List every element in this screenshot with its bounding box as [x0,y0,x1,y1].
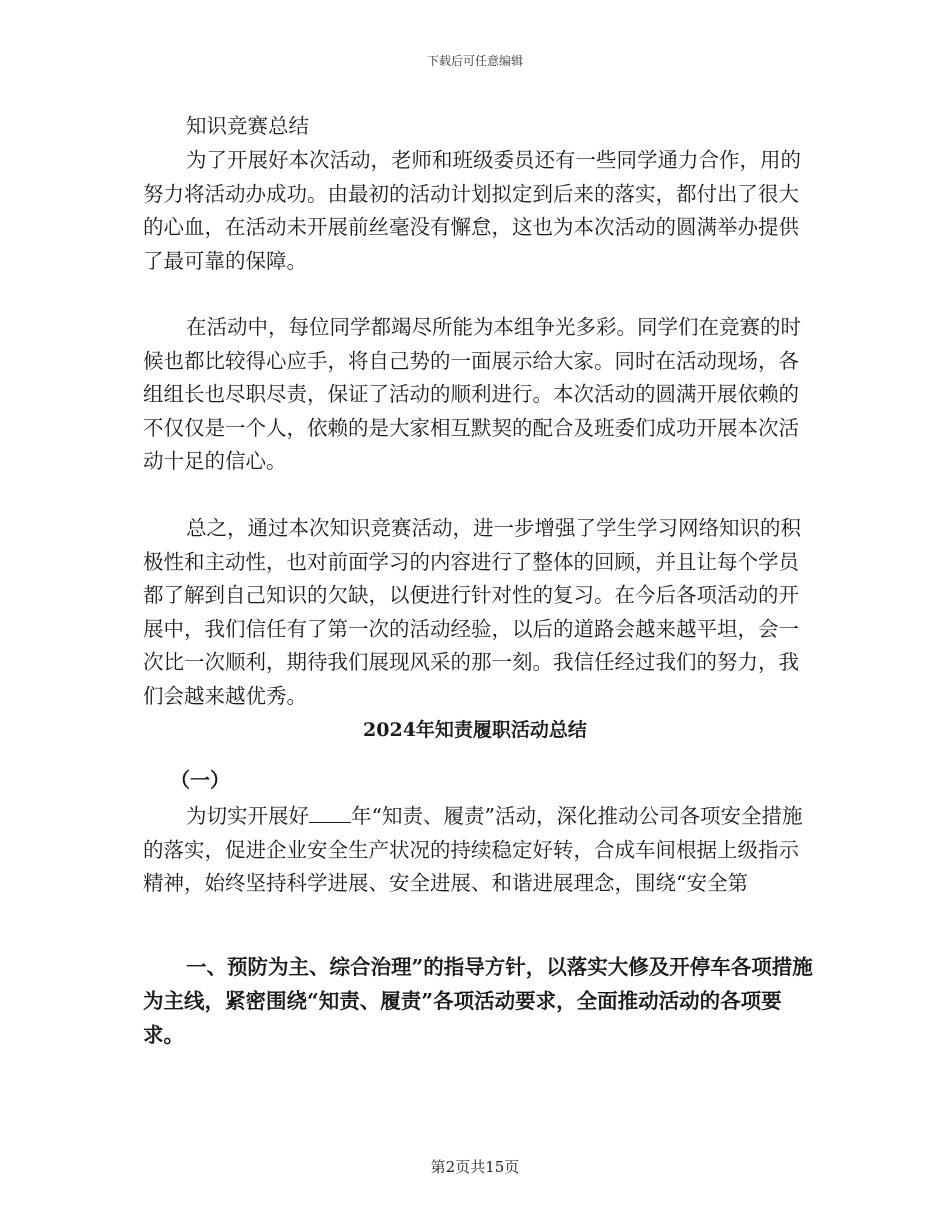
section-title-knowledge-contest: 知识竞赛总结 [186,114,309,138]
section-title-2024-duty: 2024年知责履职活动总结 [363,719,587,741]
sub-heading-one: （一） [170,768,230,792]
paragraph-2: 在活动中，每位同学都竭尽所能为本组争光多彩。同学们在竞赛的时候也都比较得心应手，将自己势的一面展示给大家。同时在活动现场，各组组长也尽职尽责，保证了活动的顺利进行。本次活动的圆满开展依赖的不仅仅是一个人，依赖的是大家相互默契的配合及班委们成功开展本次活动十足的信心。 [143,315,801,473]
paragraph-1: 为了开展好本次活动，老师和班级委员还有一些同学通力合作，用的努力将活动办成功。由最初的活动计划拟定到后来的落实，都付出了很大的心血，在活动未开展前丝毫没有懈怠，这也为本次活动的圆满举办提供了最可靠的保障。 [143,148,801,273]
paragraph-bold-guideline: 一、预防为主、综合治理”的指导方针，以落实大修及开停车各项措施为主线，紧密围绕“知责、履责”各项活动要求，全面推动活动的各项要求。 [143,955,813,1047]
page-header-note: 下载后可任意编辑 [426,54,523,68]
paragraph-4-start: 为切实开展好 [186,804,309,828]
paragraph-3: 总之，通过本次知识竞赛活动，进一步增强了学生学习网络知识的积极性和主动性，也对前面学习的内容进行了整体的回顾，并且让每个学员都了解到自己知识的欠缺，以便进行针对性的复习。在今后各项活动的开展中，我们信任有了第一次的活动经验，以后的道路会越来越平坦，会一次比一次顺利，期待我们展现风采的那一刻。我信任经过我们的努力，我们会越来越优秀。 [143,516,801,708]
paragraph-4-rest: 年“知责、履责”活动，深化推动公司各项安全措施的落实，促进企业安全生产状况的持续稳定好转，合成车间根据上级指示精神，始终坚持科学进展、安全进展、和谐进展理念，围绕“安全第 [143,804,803,895]
page-number-footer: 第2页共15页 [430,1158,520,1176]
year-blank-line [309,804,351,823]
paragraph-4 [143,800,813,901]
